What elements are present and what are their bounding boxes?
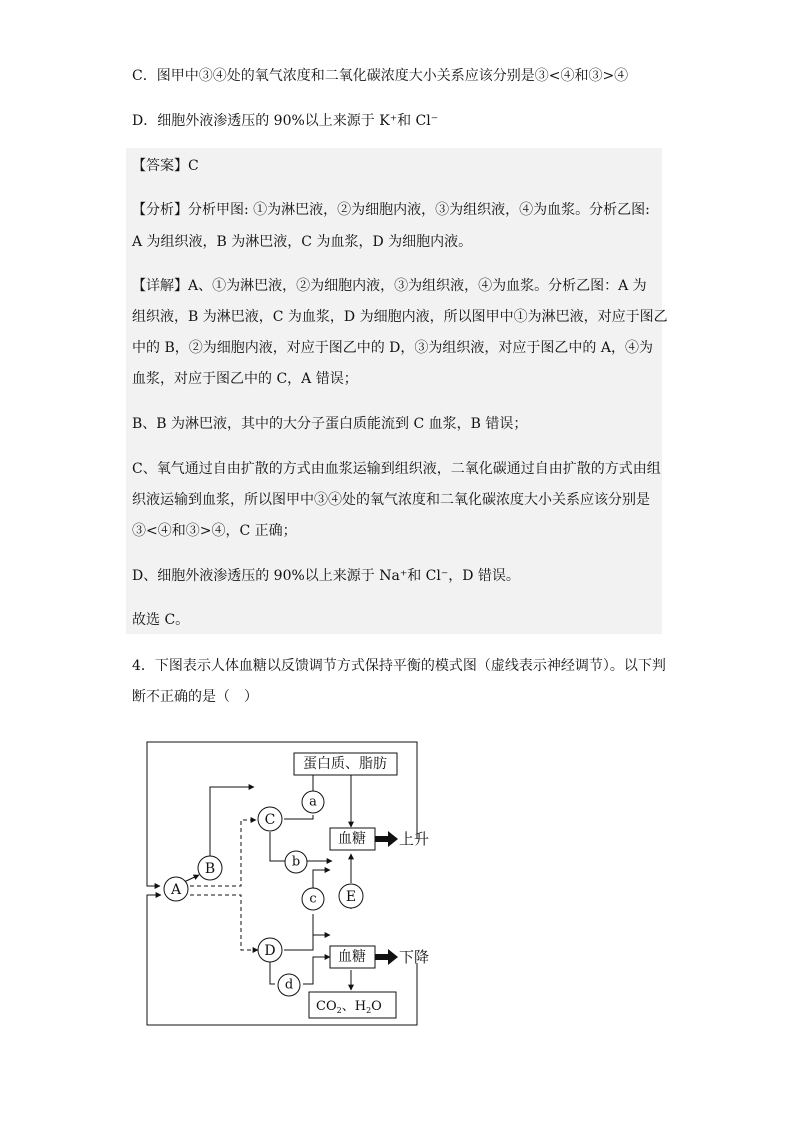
fall-arrow-icon bbox=[375, 949, 398, 965]
conclusion: 故选 C。 bbox=[132, 612, 190, 628]
detail-line-3: 中的 B，②为细胞内液，对应于图乙中的 D，③为组织液，对应于图乙中的 A，④为 bbox=[132, 340, 653, 356]
detail-option-c-2: 织液运输到血浆，所以图甲中③④处的氧气浓度和二氧化碳浓度大小关系应该分别是 bbox=[132, 492, 650, 508]
arrow-c-glucose bbox=[313, 870, 330, 888]
rise-label: 上升 bbox=[399, 830, 430, 848]
glucose-bottom-label: 血糖 bbox=[338, 949, 366, 965]
detail-option-b: B、B 为淋巴液，其中的大分子蛋白质能流到 C 血浆，B 错误； bbox=[132, 416, 528, 432]
blood-glucose-feedback-diagram bbox=[140, 735, 440, 1035]
nerve-path-a-d bbox=[190, 895, 258, 950]
option-c: C．图甲中③④处的氧气浓度和二氧化碳浓度大小关系应该分别是③<④和③>④ bbox=[132, 68, 629, 84]
node-a-small-label: a bbox=[309, 794, 317, 810]
line-d-c bbox=[284, 914, 313, 950]
question-4-line-1: 4．下图表示人体血糖以反馈调节方式保持平衡的模式图（虚线表示神经调节）。以下判 bbox=[132, 658, 666, 674]
question-4-line-2: 断不正确的是（ ） bbox=[132, 689, 258, 705]
node-b-label: B bbox=[204, 861, 216, 877]
nerve-path-a-c bbox=[190, 820, 256, 886]
detail-option-d: D、细胞外液渗透压的 90%以上来源于 Na⁺和 Cl⁻，D 错误。 bbox=[132, 568, 520, 584]
node-d-small-label: d bbox=[284, 977, 294, 993]
protein-fat-label: 蛋白质、脂肪 bbox=[303, 756, 387, 772]
co2-h2o-label: $CO_2$、$H_2O$ bbox=[316, 999, 382, 1015]
line-c-a bbox=[284, 815, 313, 819]
option-d: D．细胞外液渗透压的 90%以上来源于 K⁺和 Cl⁻ bbox=[132, 113, 439, 129]
answer-label: 【答案】C bbox=[132, 158, 199, 174]
rise-arrow-icon bbox=[375, 831, 398, 847]
node-d-label: D bbox=[264, 943, 276, 959]
detail-line-4: 血浆，对应于图乙中的 C，A 错误； bbox=[132, 371, 358, 387]
node-c-small-label: c bbox=[309, 891, 317, 907]
arrow-b-c bbox=[210, 787, 254, 856]
detail-line-1: 【详解】A、①为淋巴液，②为细胞内液，③为组织液，④为血浆。分析乙图：A 为 bbox=[132, 278, 647, 294]
node-e-label: E bbox=[345, 889, 357, 905]
analysis-line-1: 【分析】分析甲图: ①为淋巴液，②为细胞内液，③为组织液，④为血浆。分析乙图: bbox=[132, 202, 650, 218]
arrow-d-glucose bbox=[303, 957, 330, 984]
answer-section bbox=[126, 148, 662, 634]
analysis-line-2: A 为组织液，B 为淋巴液，C 为血浆，D 为细胞内液。 bbox=[132, 234, 473, 250]
node-b-small-label: b bbox=[291, 854, 301, 870]
node-a-label: A bbox=[170, 882, 182, 898]
detail-option-c-3: ③<④和③>④，C 正确； bbox=[132, 523, 297, 539]
arrow-a-b bbox=[184, 875, 199, 882]
detail-option-c-1: C、氧气通过自由扩散的方式由血浆运输到组织液，二氧化碳通过自由扩散的方式由组 bbox=[132, 461, 661, 477]
node-c-label: C bbox=[264, 812, 276, 828]
fall-label: 下降 bbox=[399, 948, 430, 966]
line-d-d bbox=[270, 962, 275, 984]
detail-line-2: 组织液，B 为淋巴液，C 为血浆，D 为细胞内液，所以图甲中①为淋巴液，对应于图乙 bbox=[132, 309, 668, 325]
glucose-top-label: 血糖 bbox=[338, 831, 366, 847]
